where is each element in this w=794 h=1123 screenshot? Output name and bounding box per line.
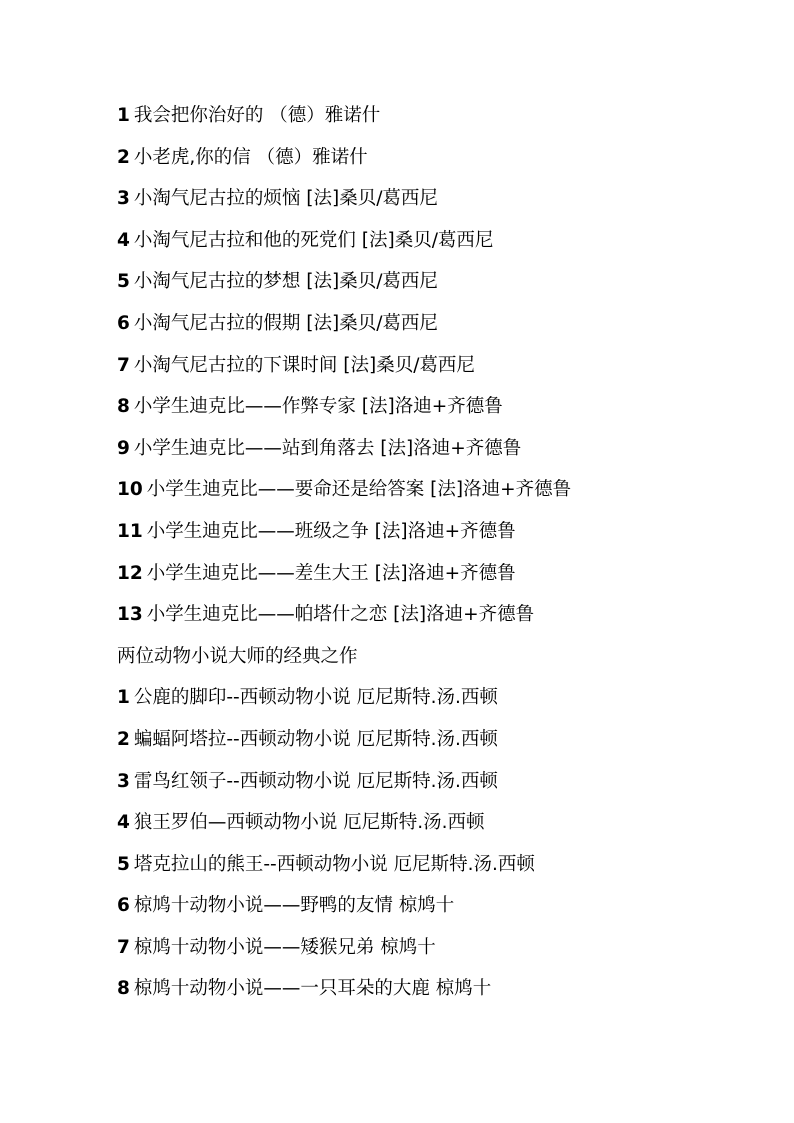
item-number: 4 [117,229,130,251]
item-number: 5 [117,853,130,875]
item-number: 2 [117,146,130,168]
list-item [117,516,571,558]
item-text: 小学生迪克比——站到角落去 [法]洛迪+齐德鲁 [133,437,522,459]
item-text: 蝙蝠阿塔拉--西顿动物小说 厄尼斯特.汤.西顿 [133,728,498,750]
item-number: 2 [117,728,130,750]
list-item [117,558,571,600]
section-heading [117,641,571,683]
list-item [117,724,571,766]
item-number: 8 [117,978,130,1000]
list-item [117,973,571,1015]
item-number: 5 [117,271,130,293]
item-text: 小学生迪克比——帕塔什之恋 [法]洛迪+齐德鲁 [146,604,535,626]
item-number: 7 [117,936,130,958]
item-text: 塔克拉山的熊王--西顿动物小说 厄尼斯特.汤.西顿 [133,853,535,875]
item-number: 4 [117,812,130,834]
item-text: 小学生迪克比——要命还是给答案 [法]洛迪+齐德鲁 [146,479,572,501]
item-number: 3 [117,188,130,210]
item-text: 雷鸟红领子--西顿动物小说 厄尼斯特.汤.西顿 [133,770,498,792]
list-item [117,807,571,849]
item-text: 小淘气尼古拉的下课时间 [法]桑贝/葛西尼 [133,354,475,376]
list-item [117,890,571,932]
list-item [117,391,571,433]
item-number: 13 [117,604,143,626]
item-number: 7 [117,354,130,376]
item-text: 两位动物小说大师的经典之作 [117,645,358,667]
item-text: 小学生迪克比——作弊专家 [法]洛迪+齐德鲁 [133,396,503,418]
list-item [117,350,571,392]
list-item [117,932,571,974]
item-number: 6 [117,895,130,917]
list-item [117,225,571,267]
item-number: 1 [117,105,130,126]
item-number: 12 [117,562,143,584]
item-text: 小老虎,你的信 （德）雅诺什 [133,146,368,168]
list-item [117,308,571,350]
list-item [117,266,571,308]
item-number: 6 [117,312,130,334]
list-item [117,474,571,516]
item-text: 椋鸠十动物小说——一只耳朵的大鹿 椋鸠十 [133,978,492,1000]
list-item [117,599,571,641]
list-item [117,433,571,475]
list-item [117,766,571,808]
list-item [117,100,571,142]
list-item [117,849,571,891]
item-number: 10 [117,479,143,501]
item-text: 小淘气尼古拉的梦想 [法]桑贝/葛西尼 [133,271,438,293]
item-text: 公鹿的脚印--西顿动物小说 厄尼斯特.汤.西顿 [133,687,498,709]
item-number: 8 [117,396,130,418]
item-text: 我会把你治好的 （德）雅诺什 [133,105,381,126]
item-text: 椋鸠十动物小说——矮猴兄弟 椋鸠十 [133,936,436,958]
item-text: 小学生迪克比——班级之争 [法]洛迪+齐德鲁 [146,520,516,542]
list-item [117,142,571,184]
item-number: 9 [117,437,130,459]
item-number: 3 [117,770,130,792]
book-list [117,100,571,1015]
item-text: 椋鸠十动物小说——野鸭的友情 椋鸠十 [133,895,455,917]
item-text: 小学生迪克比——差生大王 [法]洛迪+齐德鲁 [146,562,516,584]
item-text: 小淘气尼古拉的烦恼 [法]桑贝/葛西尼 [133,188,438,210]
item-number: 1 [117,687,130,709]
item-text: 狼王罗伯—西顿动物小说 厄尼斯特.汤.西顿 [133,812,485,834]
list-item [117,682,571,724]
item-text: 小淘气尼古拉的假期 [法]桑贝/葛西尼 [133,312,438,334]
item-text: 小淘气尼古拉和他的死党们 [法]桑贝/葛西尼 [133,229,494,251]
item-number: 11 [117,520,143,542]
list-item [117,183,571,225]
